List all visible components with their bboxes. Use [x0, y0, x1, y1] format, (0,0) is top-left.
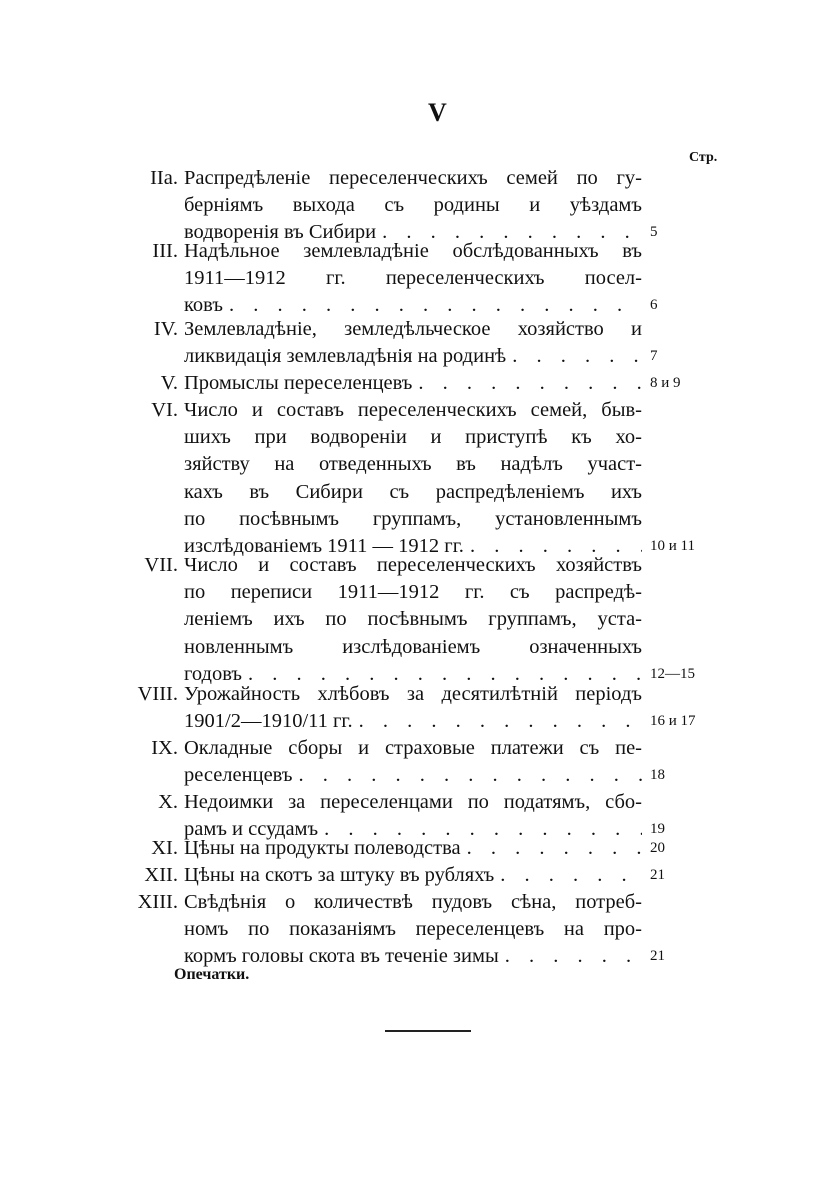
toc-entry-line: 1911—1912 гг. переселенческихъ посел- — [184, 267, 642, 290]
toc-entry-page: 10 и 11 — [650, 538, 695, 554]
page-column-header: Стр. — [689, 150, 718, 165]
toc-entry-page: 8 и 9 — [650, 375, 681, 391]
toc-entry-page: 12—15 — [650, 665, 695, 682]
toc-entry-line: леніемъ ихъ по посѣвнымъ группамъ, уста- — [184, 608, 642, 631]
toc-entry-text: ликвидація землевладѣнія на родинѣ — [184, 345, 507, 368]
toc-entry-number: IX. — [151, 737, 178, 759]
toc-entry-number: VI. — [151, 399, 178, 421]
toc-entry-line: Урожайность хлѣбовъ за десятилѣтній періодъ — [184, 683, 642, 705]
toc-entry-text: изслѣдованіемъ 1911 — 1912 гг. — [184, 535, 464, 557]
toc-entry-number: V. — [160, 372, 178, 394]
toc-entry-text: реселенцевъ — [184, 764, 293, 787]
leader-dots — [292, 761, 642, 789]
toc-entry-text: Цѣны на продукты полеводства — [184, 837, 461, 859]
toc-entry-number: XIII. — [137, 891, 178, 913]
toc-entry-line — [184, 942, 642, 970]
toc-entry-line: по переписи 1911—1912 гг. съ распредѣ- — [184, 581, 642, 604]
toc-entry-page: 19 — [650, 821, 665, 838]
toc-entry-number: VIII. — [137, 683, 178, 705]
toc-entry-line: берніямъ выхода съ родины и уѣздамъ — [184, 194, 642, 217]
toc-entry-line: шихъ при водвореніи и приступѣ къ хо- — [184, 426, 642, 449]
leader-dots — [499, 942, 642, 970]
toc-entry-line: новленнымъ изслѣдованіемъ означенныхъ — [184, 635, 642, 658]
toc-entry-line: Недоимки за переселенцами по податямъ, сбо- — [184, 791, 642, 813]
toc-entry-text: водворенія въ Сибири — [184, 221, 377, 244]
toc-entry-page: 16 и 17 — [650, 713, 696, 730]
leader-dots — [353, 707, 642, 735]
bottom-rule — [385, 1030, 471, 1032]
toc-entry-line: Распредѣленіе переселенческихъ семей по гу- — [184, 167, 642, 189]
toc-entry-number: XII. — [144, 864, 178, 886]
toc-entry-text: Промыслы переселенцевъ — [184, 372, 413, 394]
toc-entry-line — [184, 834, 642, 862]
toc-entry-line: Число и составъ переселенческихъ хозяйствъ — [184, 554, 642, 576]
toc-entry-number: XI. — [151, 837, 178, 859]
leader-dots — [461, 834, 642, 862]
leader-dots — [412, 369, 642, 397]
toc-entry-line: номъ по показаніямъ переселенцевъ на про- — [184, 918, 642, 941]
toc-entry-line: Окладные сборы и страховые платежи съ пе- — [184, 737, 642, 759]
toc-entry-page: 21 — [650, 948, 665, 965]
toc-entry-line — [184, 342, 642, 370]
toc-entry-number: IV. — [153, 318, 178, 340]
toc-entry-line — [184, 707, 642, 735]
toc-entry-number: VII. — [144, 554, 178, 576]
toc-entry-text: кормъ головы скота въ теченіе зимы — [184, 945, 499, 968]
leader-dots — [506, 342, 642, 370]
toc-entry-line: Надѣльное землевладѣніе обслѣдованныхъ въ — [184, 240, 642, 262]
toc-entry-line — [184, 861, 642, 889]
toc-entry-page: 6 — [650, 297, 658, 314]
toc-entry-page: 18 — [650, 767, 665, 784]
toc-entry-line: Свѣдѣнія о количествѣ пудовъ сѣна, потреб- — [184, 891, 642, 913]
toc-entry-number: III. — [152, 240, 178, 262]
toc-entry-line — [184, 761, 642, 789]
toc-entry-page: 7 — [650, 348, 658, 365]
toc-entry-text: 1901/2—1910/11 гг. — [184, 710, 353, 733]
toc-entry-line — [184, 369, 642, 397]
toc-entry-line: зяйству на отведенныхъ въ надѣлъ участ- — [184, 453, 642, 476]
toc-entry-page: 5 — [650, 224, 658, 241]
toc-entry-number: IIа. — [150, 167, 178, 189]
toc-entry-page: 21 — [650, 867, 665, 883]
toc-entry-text: ковъ — [184, 294, 223, 317]
page-number: V — [428, 98, 447, 127]
toc-entry-text: Цѣны на скотъ за штуку въ рубляхъ — [184, 864, 495, 886]
toc-entry-text: рамъ и ссудамъ — [184, 818, 319, 841]
errata-label: Опечатки. — [174, 966, 250, 983]
toc-entry-line: Число и составъ переселенческихъ семей, быв- — [184, 399, 642, 421]
toc-entry-line: Землевладѣніе, земледѣльческое хозяйство и — [184, 318, 642, 340]
toc-entry-line: кахъ въ Сибири съ распредѣленіемъ ихъ — [184, 480, 642, 503]
toc-entry-text: годовъ — [184, 662, 243, 685]
toc-entry-number: X. — [158, 791, 178, 813]
toc-entry-page: 20 — [650, 840, 665, 856]
toc-entry-line: по посѣвнымъ группамъ, установленнымъ — [184, 507, 642, 530]
leader-dots — [494, 861, 642, 889]
